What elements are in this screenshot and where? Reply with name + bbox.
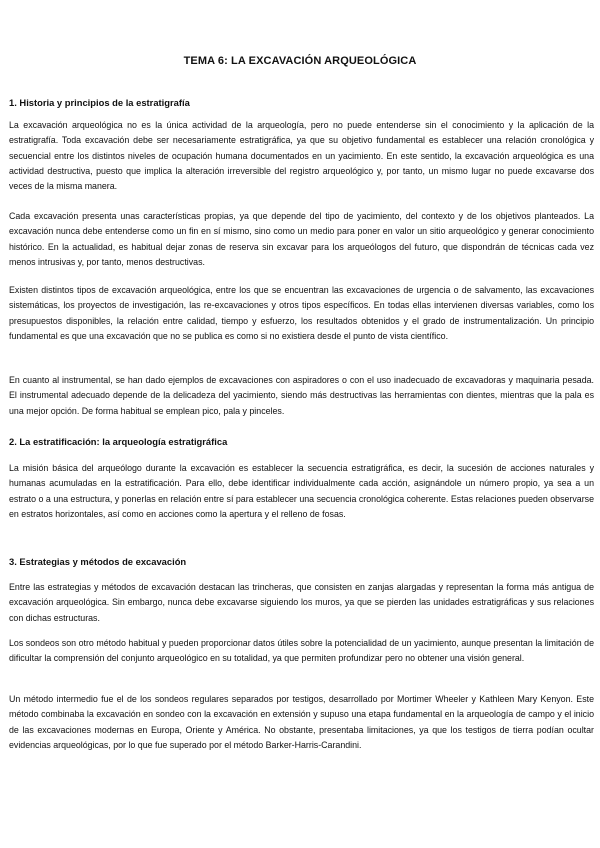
- paragraph-1-1: La excavación arqueológica no es la única actividad de la arqueología, pero no puede entenderse sin el conocimiento y la aplicación de la estratigrafía. Toda excavación debe ser necesariamente estratigráfica, ya que su objetivo fundamental es establecer una relación cronológica y secuencial entre los distintos niveles de ocupación humana documentados en un yacimiento. En este sentido, la excavación arqueológica es una actividad destructiva, puesto que implica la alteración irreversible del registro arqueológico y, por tanto, un mismo lugar no puede excavarse dos veces de la misma manera.: [9, 120, 594, 192]
- paragraph-3-2: Los sondeos son otro método habitual y pueden proporcionar datos útiles sobre la potencialidad de un yacimiento, aunque presentan la limitación de dificultar la comprensión del conjunto arqueológico en su totalidad, ya que permiten profundizar pero no obtener una visión general.: [9, 638, 594, 664]
- paragraph-3-3: Un método intermedio fue el de los sondeos regulares separados por testigos, desarrollado por Mortimer Wheeler y Kathleen Mary Kenyon. Este método combinaba la excavación en sondeo con la excavación en extensión y supuso una etapa fundamental en la arqueología de campo y el inicio de las excavaciones modernas en Europa, Oriente y América. No obstante, presentaba limitaciones, ya que los testigos de tierra podían ocultar evidencias arqueológicas, por lo que fue superado por el método Barker-Harris-Carandini.: [9, 694, 594, 750]
- document-title: TEMA 6: LA EXCAVACIÓN ARQUEOLÓGICA: [183, 55, 417, 67]
- paragraph-1-4: En cuanto al instrumental, se han dado ejemplos de excavaciones con aspiradores o con el uso inadecuado de excavadoras y maquinaria pesada. El instrumental adecuado depende de la delicadeza del yacimiento, siendo más destructivas las herramientas con dientes, mientras que la pala es una mejor opción. De forma habitual se emplean pico, pala y pinceles.: [9, 375, 594, 416]
- section-heading-1: 1. Historia y principios de la estratigrafía: [9, 97, 190, 108]
- section-heading-2: 2. La estratificación: la arqueología estratigráfica: [9, 436, 228, 447]
- section-heading-3: 3. Estrategias y métodos de excavación: [9, 556, 187, 567]
- paragraph-2-1: La misión básica del arqueólogo durante la excavación es establecer la secuencia estratigráfica, es decir, la sucesión de acciones naturales y humanas acumuladas en la estratificación. Para ello, debe identificar individualmente cada acción, asignándole un número propio, ya sea a un estrato o a una estructura, y ponerlas en relación entre sí para establecer una secuencia cronológica coherente. Estas relaciones pueden observarse en estratos horizontales, así como en acciones como la apertura y el relleno de fosas.: [9, 463, 594, 519]
- paragraph-1-3: Existen distintos tipos de excavación arqueológica, entre los que se encuentran las excavaciones de urgencia o de salvamento, las excavaciones sistemáticas, los proyectos de investigación, las re-excavaciones y otros tipos específicos. En todas ellas intervienen diversas variables, como los presupuestos disponibles, la relación entre calidad, tiempo y esfuerzo, los resultados obtenidos y el grado de instrumentalización. Un principio fundamental es que una excavación que no se publica es como si no existiera desde el punto de vista científico.: [9, 285, 594, 341]
- paragraph-3-1: Entre las estrategias y métodos de excavación destacan las trincheras, que consisten en zanjas alargadas y representan la forma más antigua de excavación arqueológica. Sin embargo, nunca debe excavarse siguiendo los muros, ya que se pierden las unidades estratigráficas y sus relaciones con dichas estructuras.: [9, 582, 594, 623]
- paragraph-1-2: Cada excavación presenta unas características propias, ya que depende del tipo de yacimiento, del contexto y de los objetivos planteados. La excavación nunca debe entenderse como un fin en sí mismo, sino como un medio para poner en valor un sitio arqueológico y generar conocimiento histórico. En la actualidad, es habitual dejar zonas de reserva sin excavar para los arqueólogos del futuro, que dispondrán de técnicas cada vez menos intrusivas y, por tanto, menos destructivas.: [9, 211, 594, 267]
